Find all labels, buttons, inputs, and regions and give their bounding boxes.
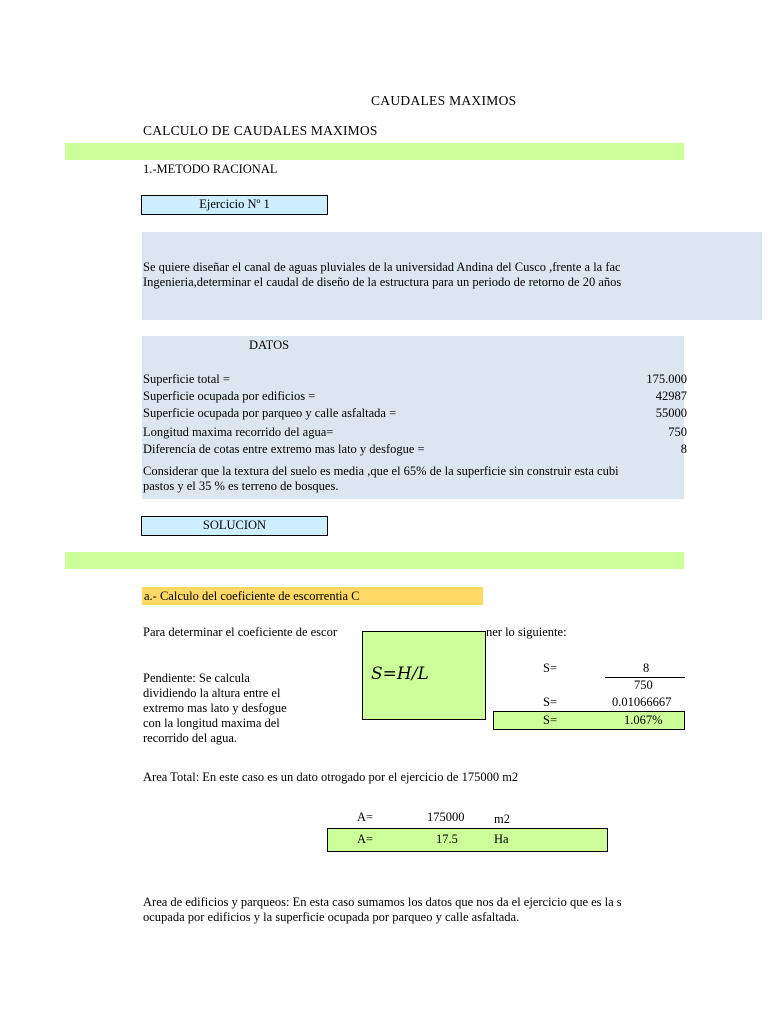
- a-unit-ha: Ha: [494, 832, 509, 846]
- pendiente-line: recorrido del agua.: [143, 731, 238, 745]
- a-value: 175000: [427, 810, 465, 824]
- area-total-text: Area Total: En este caso es un dato otrogado por el ejercicio de 175000 m2: [143, 770, 519, 784]
- s-label: S=: [543, 713, 558, 727]
- green-band-middle: [65, 552, 684, 569]
- a-value-ha: 17.5: [436, 832, 458, 846]
- edificios-text-line-1: Area de edificios y parqueos: En esta caso sumamos los datos que nos da el ejercicio que es la s: [143, 895, 622, 909]
- datos-row: [143, 425, 687, 441]
- green-band-top: [65, 143, 684, 160]
- solucion-label-box: SOLUCION: [141, 516, 328, 536]
- exercise-label-box: Ejercicio Nº 1: [141, 195, 328, 215]
- datos-note-line-2: pastos y el 35 % es terreno de bosques.: [143, 479, 339, 493]
- datos-row-label: Superficie ocupada por parqueo y calle asfaltada =: [143, 406, 397, 420]
- a-label: A=: [357, 810, 374, 824]
- section-a-heading: a.- Calculo del coeficiente de escorrentia C: [142, 587, 483, 605]
- datos-row-label: Longitud maxima recorrido del agua=: [143, 425, 334, 439]
- s-label: S=: [543, 695, 558, 709]
- datos-heading: DATOS: [249, 338, 290, 352]
- datos-row: [143, 389, 687, 405]
- datos-row-value: 750: [668, 425, 687, 439]
- section-subtitle: CALCULO DE CAUDALES MAXIMOS: [143, 123, 378, 138]
- a-label: A=: [357, 832, 374, 846]
- problem-line-2: Ingenieria,determinar el caudal de diseño de la estructura para un periodo de retorno de 20 años: [143, 275, 622, 289]
- pendiente-line: extremo mas lato y desfogue: [143, 701, 287, 715]
- s-percent-value: 1.067%: [624, 713, 663, 727]
- datos-row-value: 175.000: [646, 372, 687, 386]
- s-denominator: 750: [634, 678, 653, 692]
- edificios-text-line-2: ocupada por edificios y la superficie ocupada por parqueo y calle asfaltada.: [143, 910, 520, 924]
- a-unit: m2: [494, 812, 510, 826]
- datos-row-value: 8: [680, 442, 687, 456]
- s-decimal-value: 0.01066667: [612, 695, 672, 709]
- s-label: S=: [543, 661, 558, 675]
- datos-note-line-1: Considerar que la textura del suelo es media ,que el 65% de la superficie sin construir esta cubi: [143, 464, 619, 478]
- datos-row-label: Superficie total =: [143, 372, 230, 386]
- datos-row: [143, 372, 687, 388]
- formula-box: [362, 631, 486, 720]
- datos-row: [143, 406, 687, 422]
- page-title: CAUDALES MAXIMOS: [371, 93, 517, 108]
- method-heading: 1.-METODO RACIONAL: [143, 162, 278, 176]
- datos-row: [143, 442, 687, 458]
- datos-row-value: 55000: [655, 406, 687, 420]
- pendiente-line: con la longitud maxima del: [143, 716, 280, 730]
- problem-line-1: Se quiere diseñar el canal de aguas pluviales de la universidad Andina del Cusco ,frente a la fac: [143, 260, 621, 274]
- pendiente-line: Pendiente: Se calcula: [143, 671, 250, 685]
- area-ha-row: [327, 828, 608, 852]
- datos-row-value: 42987: [655, 389, 687, 403]
- intro-text-left: Para determinar el coeficiente de escor: [143, 625, 337, 639]
- intro-text-right: ner lo siguiente:: [486, 625, 567, 639]
- datos-row-label: Diferencia de cotas entre extremo mas lato y desfogue =: [143, 442, 425, 456]
- problem-panel: [142, 232, 762, 320]
- slope-formula: S=H/L: [371, 664, 429, 684]
- s-numerator: 8: [643, 661, 650, 675]
- s-percent-row: [493, 711, 685, 730]
- pendiente-line: dividiendo la altura entre el: [143, 686, 281, 700]
- datos-row-label: Superficie ocupada por edificios =: [143, 389, 316, 403]
